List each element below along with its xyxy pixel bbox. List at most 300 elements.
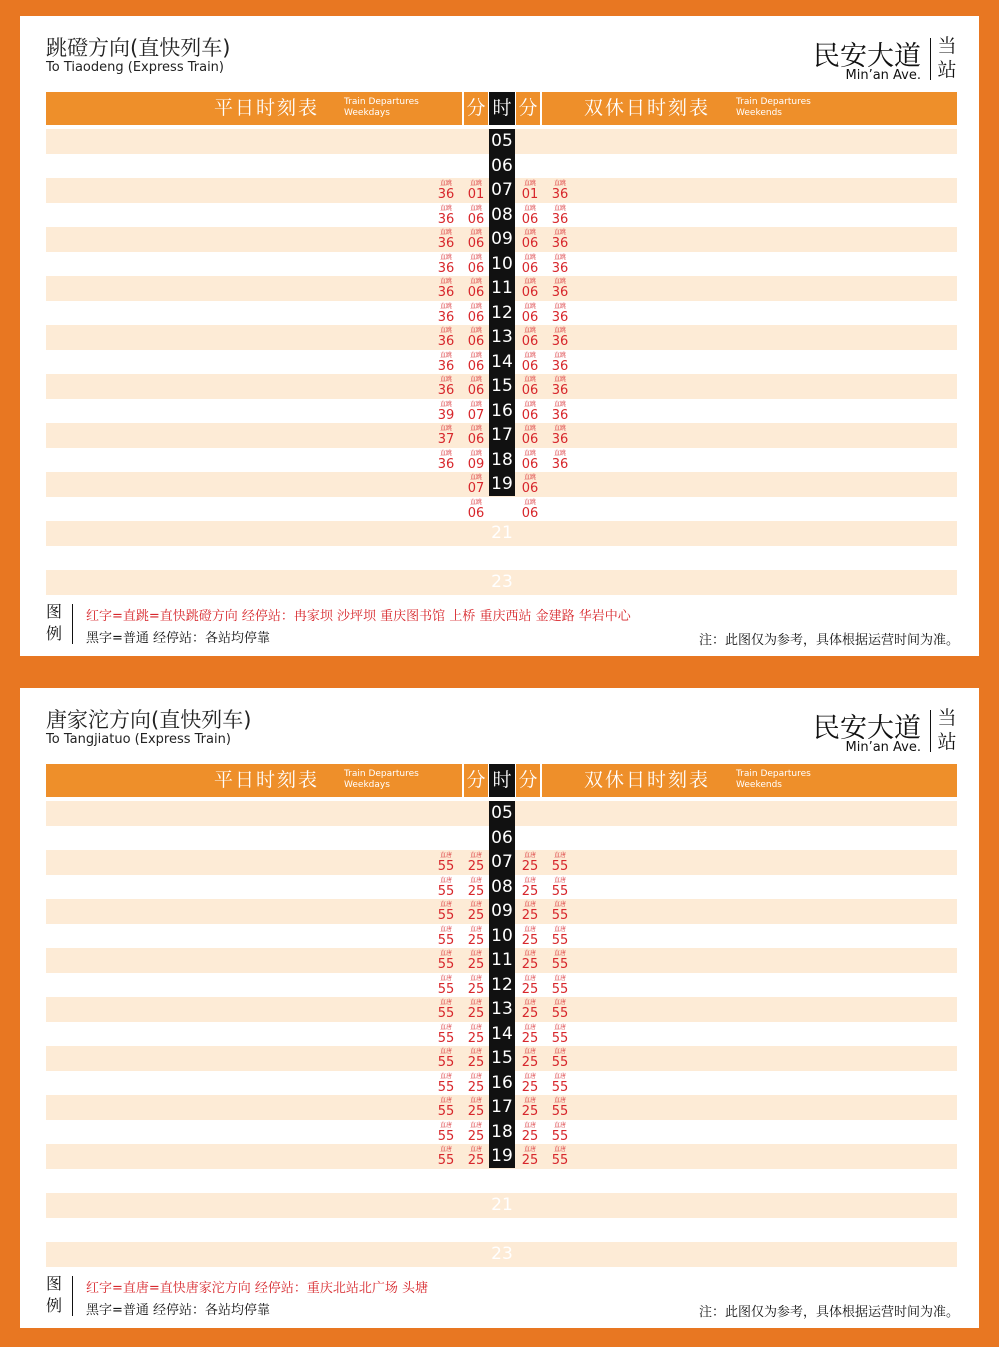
weekend-departure [518,1046,542,1071]
express-tag: 直跳 [439,425,452,432]
departure-minute: 06 [467,505,485,521]
weekday-departure [464,850,488,875]
weekday-departure [434,301,458,326]
weekend-departure [548,875,572,900]
minute-header-left: 分 [464,92,488,125]
departure-minute: 36 [551,187,569,202]
weekday-departure [464,227,488,252]
weekday-header [46,764,462,797]
hour-label: 20 [491,1170,513,1191]
departure-minute: 55 [551,1006,569,1021]
weekend-departure [518,399,542,424]
weekend-subtitle [736,769,811,791]
departure-minute: 09 [467,456,485,472]
express-tag: 直跳 [553,229,566,236]
express-tag: 直跳 [553,376,566,383]
weekday-departure [434,350,458,375]
departure-minute: 25 [467,981,485,997]
departure-minute: 36 [437,260,455,276]
legend-divider [72,604,73,644]
departure-minute: 01 [467,187,485,202]
departure-minute: 25 [521,981,539,997]
departure-minute: 25 [467,957,485,972]
departure-minute: 25 [467,932,485,948]
departure-minute: 36 [551,285,569,300]
departure-minute: 55 [551,1153,569,1168]
hour-header: 时 [489,764,515,797]
departure-minute: 06 [467,358,485,374]
express-tag: 直唐 [439,1121,452,1129]
weekday-departure [434,399,458,424]
weekend-departure [518,1071,542,1096]
express-tag: 直跳 [469,204,482,212]
express-tag: 直唐 [523,1146,536,1153]
express-tag: 直唐 [523,999,536,1006]
express-tag: 直唐 [469,1097,482,1104]
weekend-departure [518,1120,542,1145]
express-tag: 直唐 [469,1072,482,1080]
express-tag: 直唐 [469,1146,482,1153]
express-tag: 直跳 [469,229,482,236]
weekend-subtitle-line1: Train Departures [736,97,811,107]
departure-minute: 36 [437,358,455,374]
departure-minute: 55 [551,932,569,948]
departure-minute: 06 [467,236,485,251]
weekday-departure [434,1022,458,1047]
minute-header-right: 分 [516,92,540,125]
departure-minute: 55 [437,1153,455,1168]
weekend-subtitle-line2: Weekends [736,108,782,118]
departure-minute: 25 [521,1055,539,1070]
weekend-departure [518,1022,542,1047]
express-tag: 直跳 [439,327,452,334]
hour-label: 06 [491,155,513,176]
weekday-departure [464,948,488,973]
express-tag: 直唐 [553,950,566,957]
express-tag: 直唐 [439,901,452,908]
express-tag: 直唐 [439,1048,452,1055]
weekday-subtitle-line2: Weekdays [344,780,390,790]
weekday-departure [434,374,458,399]
express-tag: 直唐 [553,999,566,1006]
express-tag: 直唐 [553,1146,566,1153]
weekday-departure [434,252,458,277]
timetable-header [46,92,957,125]
weekday-departure [434,899,458,924]
departure-minute: 06 [467,383,485,398]
departure-minute: 25 [467,1153,485,1168]
express-tag: 直唐 [523,974,536,982]
express-tag: 直唐 [469,1048,482,1055]
departure-minute: 25 [521,1104,539,1119]
legend-express: 红字=直唐=直快唐家沱方向 经停站：重庆北站北广场 头塘 [86,1281,429,1296]
weekday-departure [434,423,458,448]
weekday-departure [434,924,458,949]
departure-minute: 36 [551,260,569,276]
express-tag: 直跳 [523,180,536,187]
departure-minute: 55 [437,908,455,923]
weekday-departure [464,997,488,1022]
legend-divider [72,1276,73,1316]
departure-minute: 55 [551,908,569,923]
weekday-departure [464,924,488,949]
weekday-title: 平日时刻表 [214,97,320,119]
express-tag: 直跳 [469,376,482,383]
express-tag: 直跳 [439,449,452,457]
departure-minute: 55 [437,859,455,874]
hour-label: 12 [491,974,513,995]
departure-minute: 36 [437,383,455,398]
express-tag: 直跳 [553,278,566,285]
departure-minute: 36 [437,456,455,472]
express-tag: 直跳 [523,351,536,359]
weekend-departure [518,924,542,949]
weekend-departure [548,399,572,424]
express-tag: 直跳 [523,278,536,285]
departure-minute: 55 [551,981,569,997]
express-tag: 直跳 [469,327,482,334]
departure-minute: 55 [551,1030,569,1046]
hour-label: 09 [491,901,513,921]
weekday-departure [434,448,458,473]
weekday-departure [464,875,488,900]
departure-minute: 36 [437,334,455,349]
departure-minute: 55 [551,1128,569,1144]
hour-label: 15 [491,1048,513,1068]
express-tag: 直跳 [523,449,536,457]
departure-minute: 06 [521,309,539,325]
this-station-label: 当站 [937,707,957,753]
weekend-departure [548,899,572,924]
weekend-departure [548,276,572,301]
departure-minute: 55 [437,1055,455,1070]
weekday-subtitle [344,769,419,791]
express-tag: 直跳 [469,278,482,285]
departure-minute: 55 [551,1104,569,1119]
departure-minute: 25 [467,908,485,923]
weekend-departure [518,374,542,399]
departure-minute: 36 [551,456,569,472]
hour-header: 时 [489,92,515,125]
hour-label: 10 [491,925,513,946]
express-tag: 直唐 [469,950,482,957]
weekend-departure [548,1120,572,1145]
weekday-departure [434,1120,458,1145]
hour-label: 11 [491,278,513,298]
express-tag: 直跳 [439,229,452,236]
express-tag: 直唐 [523,1023,536,1031]
departure-minute: 06 [521,236,539,251]
weekday-departure [464,276,488,301]
express-tag: 直唐 [523,1048,536,1055]
weekend-departure [548,997,572,1022]
express-tag: 直跳 [523,204,536,212]
legend-regular: 黑字=普通 经停站：各站均停靠 [86,1303,271,1318]
express-tag: 直唐 [439,925,452,933]
express-tag: 直跳 [523,498,536,506]
departure-minute: 06 [521,285,539,300]
express-tag: 直唐 [439,1146,452,1153]
departure-minute: 06 [521,211,539,227]
express-tag: 直唐 [553,1121,566,1129]
departure-minute: 25 [467,1006,485,1021]
departure-minute: 55 [437,1079,455,1095]
direction-title-en: To Tangjiatuo (Express Train) [46,732,231,747]
weekday-departure [434,997,458,1022]
hour-label: 18 [491,449,513,470]
departure-minute: 06 [521,456,539,472]
hour-label: 06 [491,827,513,848]
departure-minute: 36 [437,236,455,251]
hour-label: 12 [491,302,513,323]
express-tag: 直唐 [553,974,566,982]
departure-minute: 06 [467,334,485,349]
weekday-subtitle-line1: Train Departures [344,97,419,107]
hour-label: 09 [491,229,513,249]
express-tag: 直跳 [523,253,536,261]
express-tag: 直跳 [523,327,536,334]
weekday-departure [464,1022,488,1047]
timetable-panel-tiaodeng [20,16,979,656]
express-tag: 直跳 [523,425,536,432]
express-tag: 直唐 [553,901,566,908]
weekday-header [46,92,462,125]
hour-label: 19 [491,1146,513,1166]
express-tag: 直跳 [553,425,566,432]
weekend-departure [518,301,542,326]
express-tag: 直跳 [553,351,566,359]
departure-minute: 06 [521,260,539,276]
departure-minute: 25 [521,932,539,948]
weekend-departure [548,948,572,973]
express-tag: 直跳 [553,327,566,334]
weekday-subtitle-line1: Train Departures [344,769,419,779]
express-tag: 直跳 [523,376,536,383]
weekday-departure [464,423,488,448]
departure-minute: 55 [551,1079,569,1095]
express-tag: 直唐 [523,1121,536,1129]
express-tag: 直唐 [523,950,536,957]
weekend-subtitle-line2: Weekends [736,780,782,790]
departure-minute: 55 [437,1128,455,1144]
legend-express: 红字=直跳=直快跳磴方向 经停站：冉家坝 沙坪坝 重庆图书馆 上桥 重庆西站 金建路 华岩中心 [86,609,631,624]
express-tag: 直跳 [553,204,566,212]
express-tag: 直跳 [439,400,452,408]
departure-minute: 36 [551,236,569,251]
express-tag: 直唐 [469,999,482,1006]
departure-minute: 25 [521,1153,539,1168]
weekend-departure [548,1144,572,1169]
departure-minute: 25 [521,859,539,874]
weekday-departure [434,276,458,301]
departure-minute: 55 [437,932,455,948]
weekend-subtitle-line1: Train Departures [736,769,811,779]
departure-minute: 25 [521,1030,539,1046]
weekend-departure [548,448,572,473]
weekday-departure [434,325,458,350]
weekend-departure [548,1022,572,1047]
hour-label: 14 [491,1023,513,1044]
weekend-departure [518,948,542,973]
hour-label: 17 [491,425,513,445]
weekday-departure [434,1071,458,1096]
express-tag: 直唐 [553,1023,566,1031]
weekend-departure [518,875,542,900]
weekday-departure [434,203,458,228]
hour-label: 22 [491,547,513,568]
departure-minute: 55 [437,957,455,972]
departure-minute: 55 [551,1055,569,1070]
express-tag: 直跳 [469,253,482,261]
station-name: 民安大道 [813,713,921,744]
weekend-departure [518,1095,542,1120]
departure-minute: 07 [467,407,485,423]
express-tag: 直唐 [469,876,482,884]
weekend-departure [548,325,572,350]
express-tag: 直跳 [553,253,566,261]
weekday-departure [434,1095,458,1120]
express-tag: 直跳 [469,302,482,310]
hour-column [489,801,515,1264]
hour-label: 23 [491,572,513,592]
express-tag: 直唐 [553,1097,566,1104]
express-tag: 直跳 [439,180,452,187]
legend-label: 图例 [46,602,63,643]
weekday-departure [464,325,488,350]
departure-minute: 06 [521,358,539,374]
weekday-departure [464,1144,488,1169]
weekend-departure [548,1095,572,1120]
departure-minute: 06 [467,432,485,447]
departure-minute: 06 [521,481,539,496]
express-tag: 直跳 [439,351,452,359]
express-tag: 直唐 [439,974,452,982]
weekend-departure [518,178,542,203]
express-tag: 直唐 [439,876,452,884]
express-tag: 直跳 [553,180,566,187]
weekend-departure [518,276,542,301]
weekday-departure [464,448,488,473]
departure-minute: 06 [467,260,485,276]
departure-minute: 36 [551,358,569,374]
direction-title: 跳磴方向(直快列车) [46,36,231,60]
hour-label: 10 [491,253,513,274]
departure-minute: 55 [551,957,569,972]
weekend-departure [548,227,572,252]
express-tag: 直唐 [553,1072,566,1080]
weekend-departure [548,252,572,277]
departure-minute: 36 [551,407,569,423]
departure-minute: 25 [521,1128,539,1144]
departure-minute: 36 [551,309,569,325]
footnote: 注：此图仅为参考，具体根据运营时间为准。 [698,1305,959,1320]
weekend-departure [518,350,542,375]
express-tag: 直唐 [439,1097,452,1104]
departure-minute: 07 [467,481,485,496]
departure-minute: 55 [437,981,455,997]
weekend-departure [548,178,572,203]
hour-label: 18 [491,1121,513,1142]
departure-minute: 25 [521,883,539,899]
express-tag: 直唐 [469,901,482,908]
weekday-title: 平日时刻表 [214,769,320,791]
hour-column [489,129,515,592]
weekday-departure [464,178,488,203]
express-tag: 直唐 [469,852,482,859]
hour-label: 05 [491,803,513,823]
weekend-departure [548,374,572,399]
departure-minute: 25 [467,1030,485,1046]
weekend-departure [518,203,542,228]
express-tag: 直跳 [553,302,566,310]
timetable-panel-tangjiatuo [20,688,979,1328]
hour-label: 07 [491,180,513,200]
weekend-departure [518,423,542,448]
express-tag: 直跳 [523,474,536,481]
express-tag: 直唐 [523,1072,536,1080]
direction-title-en: To Tiaodeng (Express Train) [46,60,224,75]
minute-header-right: 分 [516,764,540,797]
weekday-departure [434,973,458,998]
departure-minute: 25 [467,1128,485,1144]
hour-label: 08 [491,876,513,897]
departure-minute: 36 [551,383,569,398]
express-tag: 直唐 [523,901,536,908]
weekday-departure [464,973,488,998]
hour-label: 16 [491,1072,513,1093]
express-tag: 直唐 [439,999,452,1006]
weekend-departure [548,850,572,875]
timetable-header [46,764,957,797]
hour-label: 17 [491,1097,513,1117]
departure-minute: 36 [551,432,569,447]
departure-minute: 36 [551,211,569,227]
weekend-departure [518,899,542,924]
express-tag: 直跳 [439,253,452,261]
hour-label: 07 [491,852,513,872]
hour-label: 20 [491,498,513,519]
weekday-departure [464,899,488,924]
hour-label: 08 [491,204,513,225]
footnote: 注：此图仅为参考，具体根据运营时间为准。 [698,633,959,648]
direction-title: 唐家沱方向(直快列车) [46,708,252,732]
express-tag: 直跳 [469,498,482,506]
express-tag: 直跳 [439,204,452,212]
hour-label: 13 [491,327,513,347]
express-tag: 直跳 [469,400,482,408]
express-tag: 直跳 [553,400,566,408]
weekend-departure [518,850,542,875]
express-tag: 直唐 [439,950,452,957]
weekend-departure [548,350,572,375]
station-name: 民安大道 [813,41,921,72]
hour-label: 23 [491,1244,513,1264]
express-tag: 直唐 [439,1072,452,1080]
weekday-departure [434,850,458,875]
weekday-departure [434,227,458,252]
hour-label: 05 [491,131,513,151]
weekday-departure [434,875,458,900]
express-tag: 直唐 [439,852,452,859]
weekday-departure [434,1144,458,1169]
weekday-departure [434,948,458,973]
weekday-subtitle-line2: Weekdays [344,108,390,118]
express-tag: 直跳 [439,278,452,285]
hour-label: 14 [491,351,513,372]
hour-label: 13 [491,999,513,1019]
departure-minute: 25 [467,859,485,874]
departure-minute: 55 [551,859,569,874]
